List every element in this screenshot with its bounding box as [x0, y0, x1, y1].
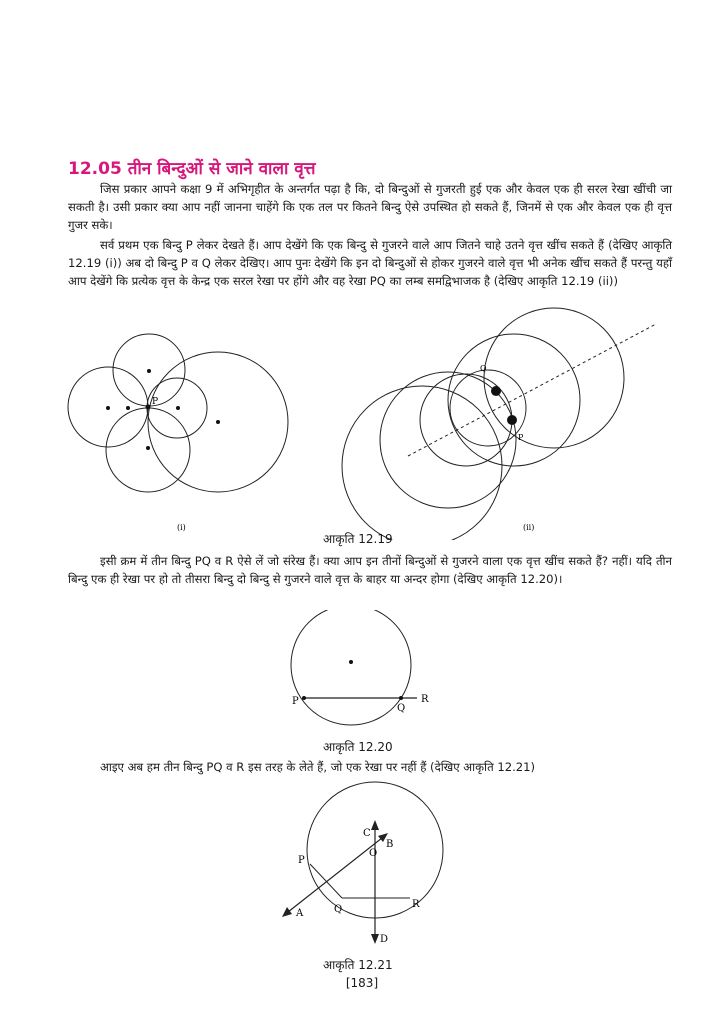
- figure-12-19-ii: [338, 300, 668, 540]
- paragraph-3: [68, 552, 672, 588]
- label-p: P: [298, 855, 305, 866]
- perpendicular-bisector: [408, 324, 656, 456]
- center-dot: [349, 660, 353, 664]
- arrow-d-icon: [371, 934, 379, 944]
- label-p: P: [152, 397, 159, 407]
- label-r: R: [412, 899, 420, 910]
- point-q: [491, 386, 501, 396]
- circle: [342, 386, 502, 540]
- label-b: B: [386, 839, 394, 850]
- label-q: Q: [397, 703, 406, 714]
- point-q: [399, 696, 403, 700]
- paragraph-1-text: जिस प्रकार आपने कक्षा 9 में अभिगृहीत के अन्तर्गत पढ़ा है कि, दो बिन्दुओं से गुजरती हुई एक और केवल एक ही सरल रेखा खींची जा सकती है। उसी प्रकार क्या आप नहीं जानना चाहेंगे कि एक तल पर कितने बिन्दु ऐसे उपस्थित हो सकते हैं, जिनमें से एक और केवल एक ही वृत्त गुजर सके।: [68, 182, 672, 232]
- figure-12-21: [270, 780, 470, 950]
- center-dot: [176, 406, 180, 410]
- label-q: Q: [480, 364, 487, 373]
- section-heading: 12.05 तीन बिन्दुओं से जाने वाला वृत्त: [68, 159, 316, 179]
- circle: [484, 308, 624, 448]
- center-dot: [216, 420, 220, 424]
- figure-12-19-i: [60, 330, 310, 540]
- arrow-a-icon: [282, 907, 292, 917]
- sub-caption-ii: (ii): [523, 523, 535, 532]
- label-q: Q: [334, 904, 343, 915]
- paragraph-3-text: इसी क्रम में तीन बिन्दु PQ व R ऐसे लें जो संरेख हैं। क्या आप इन तीनों बिन्दुओं से गुजरने वाला एक वृत्त खींच सकते हैं? नहीं। यदि तीन बिन्दु एक ही रेखा पर हो तो तीसरा बिन्दु दो बिन्दु से गुजरने वाले वृत्त के बाहर या अन्दर होगा (देखिए आकृति 12.20)।: [68, 554, 672, 586]
- point-p: [146, 405, 151, 410]
- point-p: [302, 696, 306, 700]
- label-a: A: [296, 908, 304, 919]
- sub-caption-i: (i): [177, 523, 186, 532]
- caption-12-21: आकृति 12.21: [323, 958, 393, 972]
- label-c: C: [363, 828, 371, 839]
- caption-12-20: आकृति 12.20: [323, 740, 393, 754]
- paragraph-4: आइए अब हम तीन बिन्दु PQ व R इस तरह के लेते हैं, जो एक रेखा पर नहीं हैं (देखिए आकृति 12.21): [100, 760, 536, 774]
- caption-12-19: आकृति 12.19: [323, 532, 393, 546]
- label-p: P: [292, 696, 299, 707]
- circle: [450, 370, 526, 446]
- bisector-ab: [288, 838, 382, 912]
- paragraph-2-text: सर्व प्रथम एक बिन्दु P लेकर देखते हैं। आप देखेंगे कि एक बिन्दु से गुजरने वाले आप जितने चाहे उतने वृत्त खींच सकते हैं (देखिए आकृति 12.19 (i)) अब दो बिन्दु P व Q लेकर देखिए। आप पुनः देखेंगे कि इन दो बिन्दुओं से होकर गुजरने वाले वृत्त भी अनेक खींच सकते हैं परन्तु यहाँ आप देखेंगे कि प्रत्येक वृत्त के केन्द्र एक सरल रेखा पर होंगे और वह रेखा PQ का लम्ब समद्विभाजक है (देखिए आकृति 12.19 (ii)): [68, 238, 672, 288]
- center-dot: [126, 406, 130, 410]
- label-d: D: [380, 934, 389, 945]
- center-dot: [106, 406, 110, 410]
- label-o: O: [369, 848, 378, 859]
- label-r: R: [421, 694, 429, 705]
- center-dot: [146, 446, 150, 450]
- figure-12-20: [280, 610, 440, 735]
- point-p: [507, 415, 517, 425]
- arrow-c-icon: [371, 820, 379, 830]
- label-p: P: [518, 433, 524, 442]
- circle: [291, 610, 411, 725]
- paragraph-1: [68, 180, 672, 234]
- page-number: [183]: [345, 976, 379, 990]
- center-dot: [147, 369, 151, 373]
- paragraph-2: [68, 236, 672, 290]
